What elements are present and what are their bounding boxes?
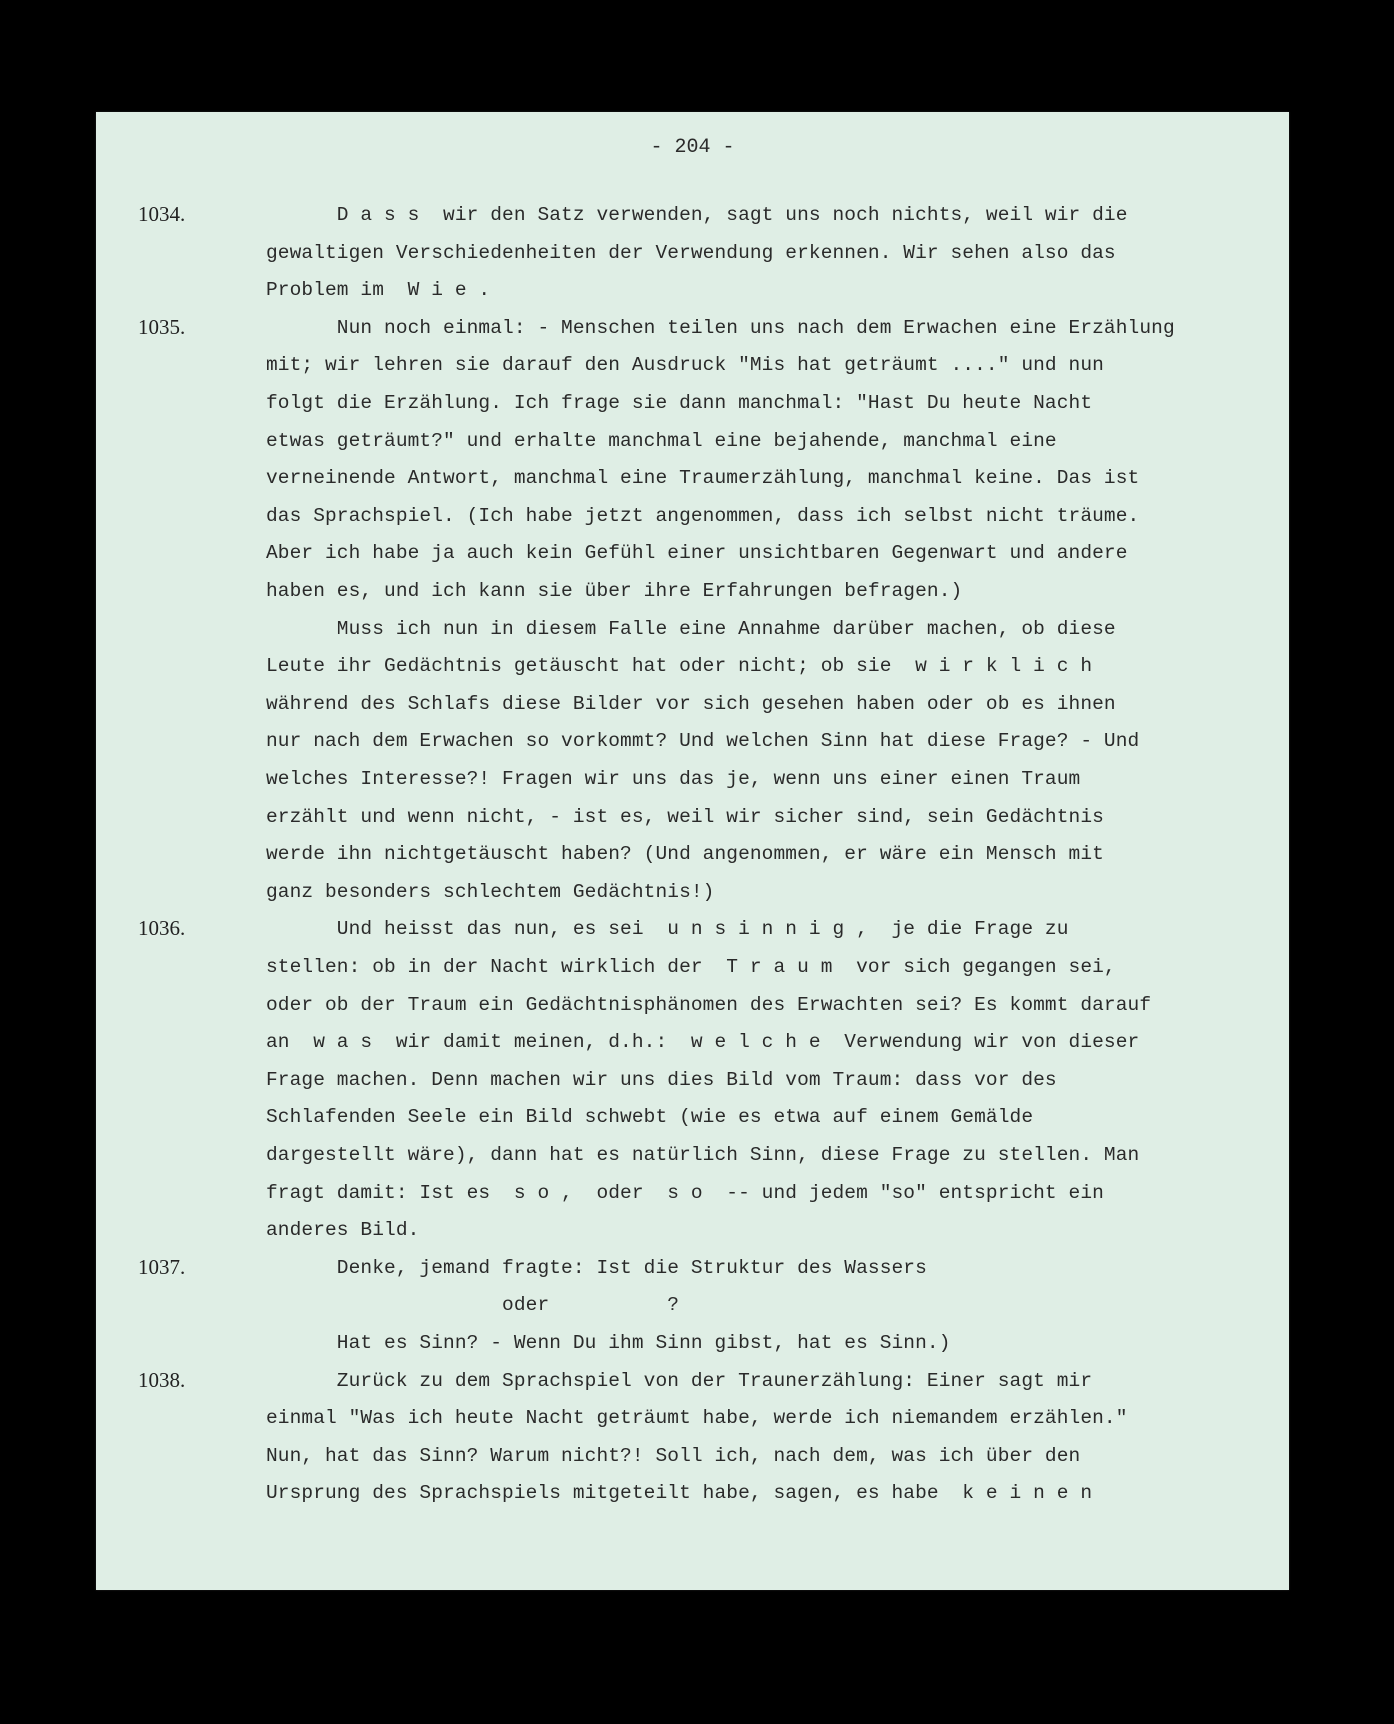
text-line: Denke, jemand fragte: Ist die Struktur des Wassers — [266, 1256, 927, 1279]
text-line: Nun, hat das Sinn? Warum nicht?! Soll ich, nach dem, was ich über den — [266, 1444, 1081, 1467]
text-line: Problem im W i e . — [266, 279, 491, 302]
text-line: mit; wir lehren sie darauf den Ausdruck "Mis hat geträumt ...." und nun — [266, 354, 1104, 377]
text-line: Ursprung des Sprachspiels mitgeteilt habe, sagen, es habe k e i n e n — [266, 1482, 1093, 1505]
text-line: verneinende Antwort, manchmal eine Traumerzählung, manchmal keine. Das ist — [266, 467, 1140, 490]
text-line: folgt die Erzählung. Ich frage sie dann manchmal: "Hast Du heute Nacht — [266, 392, 1093, 414]
section-number: 1036. — [138, 916, 186, 941]
text-line: während des Schlafs diese Bilder vor sich gesehen haben oder ob es ihnen — [266, 692, 1116, 715]
text-line: gewaltigen Verschiedenheiten der Verwendung erkennen. Wir sehen also das — [266, 241, 1116, 264]
text-line: Und heisst das nun, es sei u n s i n n i g , je die Frage zu — [266, 918, 1069, 941]
text-line: Nun noch einmal: - Menschen teilen uns nach dem Erwachen eine Erzählung — [266, 316, 1175, 339]
page-number: - 204 - — [650, 136, 735, 159]
text-line: Leute ihr Gedächtnis getäuscht hat oder nicht; ob sie w i r k l i c h — [266, 655, 1093, 678]
text-line: ganz besonders schlechtem Gedächtnis!) — [266, 880, 715, 903]
text-line: werde ihn nichtgetäuscht haben? (Und angenommen, er wäre ein Mensch mit — [266, 843, 1104, 866]
section-number: 1035. — [138, 314, 186, 339]
section-number: 1038. — [138, 1367, 186, 1392]
typescript-page — [96, 112, 1289, 1590]
text-line: Aber ich habe ja auch kein Gefühl einer unsichtbaren Gegenwart und andere — [266, 542, 1128, 565]
text-line: etwas geträumt?" und erhalte manchmal eine bejahende, manchmal eine — [266, 429, 1057, 452]
text-line: Schlafenden Seele ein Bild schwebt (wie es etwa auf einem Gemälde — [266, 1106, 1034, 1129]
text-line: oder ob der Traum ein Gedächtnisphänomen des Erwachten sei? Es kommt darauf — [266, 993, 1152, 1016]
text-line: anderes Bild. — [266, 1219, 420, 1242]
text-line: haben es, und ich kann sie über ihre Erfahrungen befragen.) — [266, 580, 963, 602]
text-line: erzählt und wenn nicht, - ist es, weil wir sicher sind, sein Gedächtnis — [266, 805, 1104, 828]
text-line: Frage machen. Denn machen wir uns dies Bild vom Traum: dass vor des — [266, 1068, 1057, 1091]
text-line: welches Interesse?! Fragen wir uns das je, wenn uns einer einen Traum — [266, 768, 1081, 790]
text-line: Hat es Sinn? - Wenn Du ihm Sinn gibst, hat es Sinn.) — [266, 1332, 951, 1354]
text-line: einmal "Was ich heute Nacht geträumt habe, werde ich niemandem erzählen." — [266, 1407, 1128, 1430]
text-line: fragt damit: Ist es s o , oder s o -- und jedem "so" entspricht ein — [266, 1181, 1104, 1204]
text-line: oder ? — [266, 1294, 680, 1317]
text-line: Muss ich nun in diesem Falle eine Annahme darüber machen, ob diese — [266, 617, 1116, 640]
text-line: dargestellt wäre), dann hat es natürlich Sinn, diese Frage zu stellen. Man — [266, 1144, 1140, 1166]
text-line: Zurück zu dem Sprachspiel von der Traunerzählung: Einer sagt mir — [266, 1369, 1093, 1392]
text-line: an w a s wir damit meinen, d.h.: w e l c h e Verwendung wir von dieser — [266, 1031, 1140, 1054]
text-line: das Sprachspiel. (Ich habe jetzt angenommen, dass ich selbst nicht träume. — [266, 504, 1140, 527]
text-line: D a s s wir den Satz verwenden, sagt uns noch nichts, weil wir die — [266, 204, 1128, 226]
section-number: 1037. — [138, 1254, 186, 1279]
text-line: stellen: ob in der Nacht wirklich der T r a u m vor sich gegangen sei, — [266, 956, 1116, 978]
text-line: nur nach dem Erwachen so vorkommt? Und welchen Sinn hat diese Frage? - Und — [266, 730, 1140, 753]
section-number: 1034. — [138, 202, 186, 226]
